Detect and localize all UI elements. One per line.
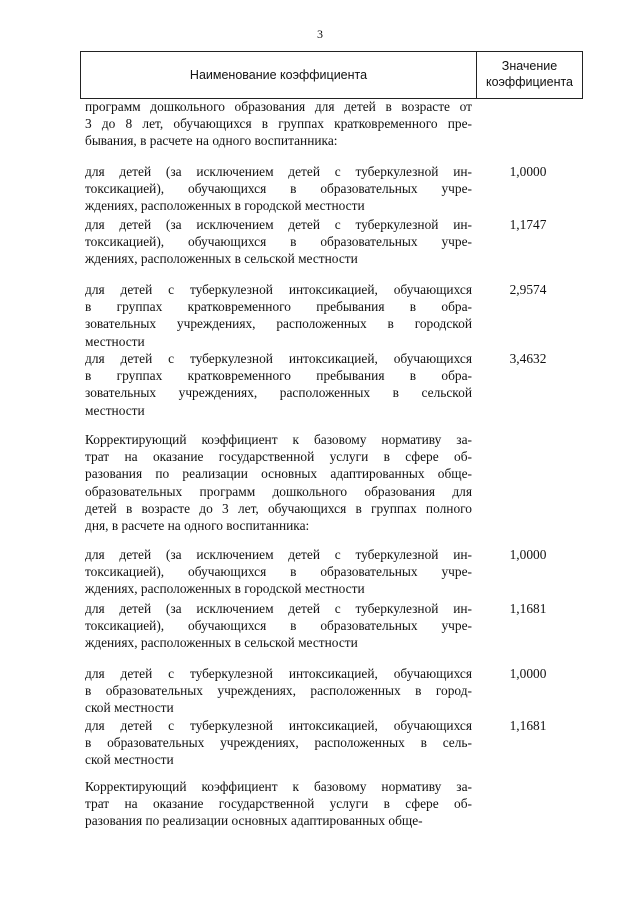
table-row: [85, 717, 472, 769]
row-text-line: в группах кратковременного пребывания в обра-: [85, 299, 472, 315]
table-row: [85, 431, 472, 534]
row-text-line: местности: [85, 333, 145, 349]
row-text-line: трат на оказание государственной услуги в сфере об-: [85, 449, 472, 465]
row-text-line: для детей с туберкулезной интоксикацией, обучающихся: [85, 351, 472, 366]
row-text-line: токсикацией), обучающихся в образовательных учре-: [85, 234, 472, 250]
header-name-column: Наименование коэффициента: [189, 68, 368, 82]
row-text-line: зовательных учреждениях, расположенных в сельской: [85, 385, 472, 401]
page-number: 3: [317, 27, 323, 41]
row-text-line: ской местности: [85, 752, 174, 768]
row-text-line: трат на оказание государственной услуги в сфере об-: [85, 796, 472, 812]
row-text-line: для детей (за исключением детей с туберкулезной ин-: [85, 601, 472, 616]
row-text-line: для детей (за исключением детей с туберкулезной ин-: [85, 217, 472, 232]
table-right-border: [582, 51, 583, 99]
coefficient-value: 1,1747: [509, 217, 547, 232]
table-row: [85, 98, 472, 150]
row-text-line: для детей с туберкулезной интоксикацией, обучающихся: [85, 282, 472, 297]
row-text-line: дня, в расчете на одного воспитанника:: [85, 518, 310, 534]
table-row: [85, 546, 472, 598]
coefficient-value: 2,9574: [509, 282, 547, 297]
row-text-line: зовательных учреждениях, расположенных в городской: [85, 316, 472, 332]
table-row: [85, 216, 472, 268]
header-value-line1: Значение: [501, 59, 558, 73]
row-text-line: токсикацией), обучающихся в образовательных учре-: [85, 618, 472, 634]
table-row: [85, 350, 472, 419]
row-text-line: разования по реализации основных адаптированных обще-: [85, 466, 472, 482]
row-text-line: ской местности: [85, 700, 174, 716]
row-text-line: ждениях, расположенных в городской местности: [85, 198, 365, 214]
row-text-line: 3 до 8 лет, обучающихся в группах кратковременного пре-: [85, 116, 472, 132]
coefficient-value: 1,1681: [509, 718, 547, 733]
row-text-line: образовательных программ дошкольного образования для: [85, 483, 472, 499]
row-text-line: для детей (за исключением детей с туберкулезной ин-: [85, 547, 472, 562]
header-value-line2: коэффициента: [485, 75, 574, 89]
row-text-line: для детей с туберкулезной интоксикацией, обучающихся: [85, 718, 472, 733]
row-text-line: в группах кратковременного пребывания в обра-: [85, 368, 472, 384]
table-row: [85, 600, 472, 652]
row-text-line: токсикацией), обучающихся в образовательных учре-: [85, 564, 472, 580]
row-text-line: Корректирующий коэффициент к базовому нормативу за-: [85, 779, 472, 794]
coefficient-value: 1,0000: [509, 547, 547, 562]
coefficient-value: 1,0000: [509, 666, 547, 681]
row-text-line: токсикацией), обучающихся в образовательных учре-: [85, 181, 472, 197]
row-text-line: бывания, в расчете на одного воспитанника:: [85, 133, 338, 149]
row-text-line: ждениях, расположенных в сельской местности: [85, 635, 358, 651]
table-top-border: [80, 51, 583, 52]
table-row: [85, 665, 472, 717]
row-text-line: для детей с туберкулезной интоксикацией, обучающихся: [85, 666, 472, 681]
header-value-column: [477, 58, 582, 90]
row-text-line: местности: [85, 402, 145, 418]
row-text-line: разования по реализации основных адаптированных обще-: [85, 813, 423, 829]
row-text-line: в образовательных учреждениях, расположенных в город-: [85, 683, 472, 699]
coefficient-value: 3,4632: [509, 351, 547, 366]
row-text-line: Корректирующий коэффициент к базовому нормативу за-: [85, 432, 472, 447]
row-text-line: программ дошкольного образования для детей в возрасте от: [85, 99, 472, 114]
row-text-line: в образовательных учреждениях, расположенных в сель-: [85, 735, 472, 751]
coefficient-value: 1,0000: [509, 164, 547, 179]
row-text-line: детей в возрасте до 3 лет, обучающихся в группах полного: [85, 500, 472, 516]
table-row: [85, 778, 472, 830]
coefficient-value: 1,1681: [509, 601, 547, 616]
row-text-line: для детей (за исключением детей с туберкулезной ин-: [85, 164, 472, 179]
table-row: [85, 281, 472, 350]
row-text-line: ждениях, расположенных в городской местности: [85, 581, 365, 597]
table-row: [85, 163, 472, 215]
row-text-line: ждениях, расположенных в сельской местности: [85, 251, 358, 267]
